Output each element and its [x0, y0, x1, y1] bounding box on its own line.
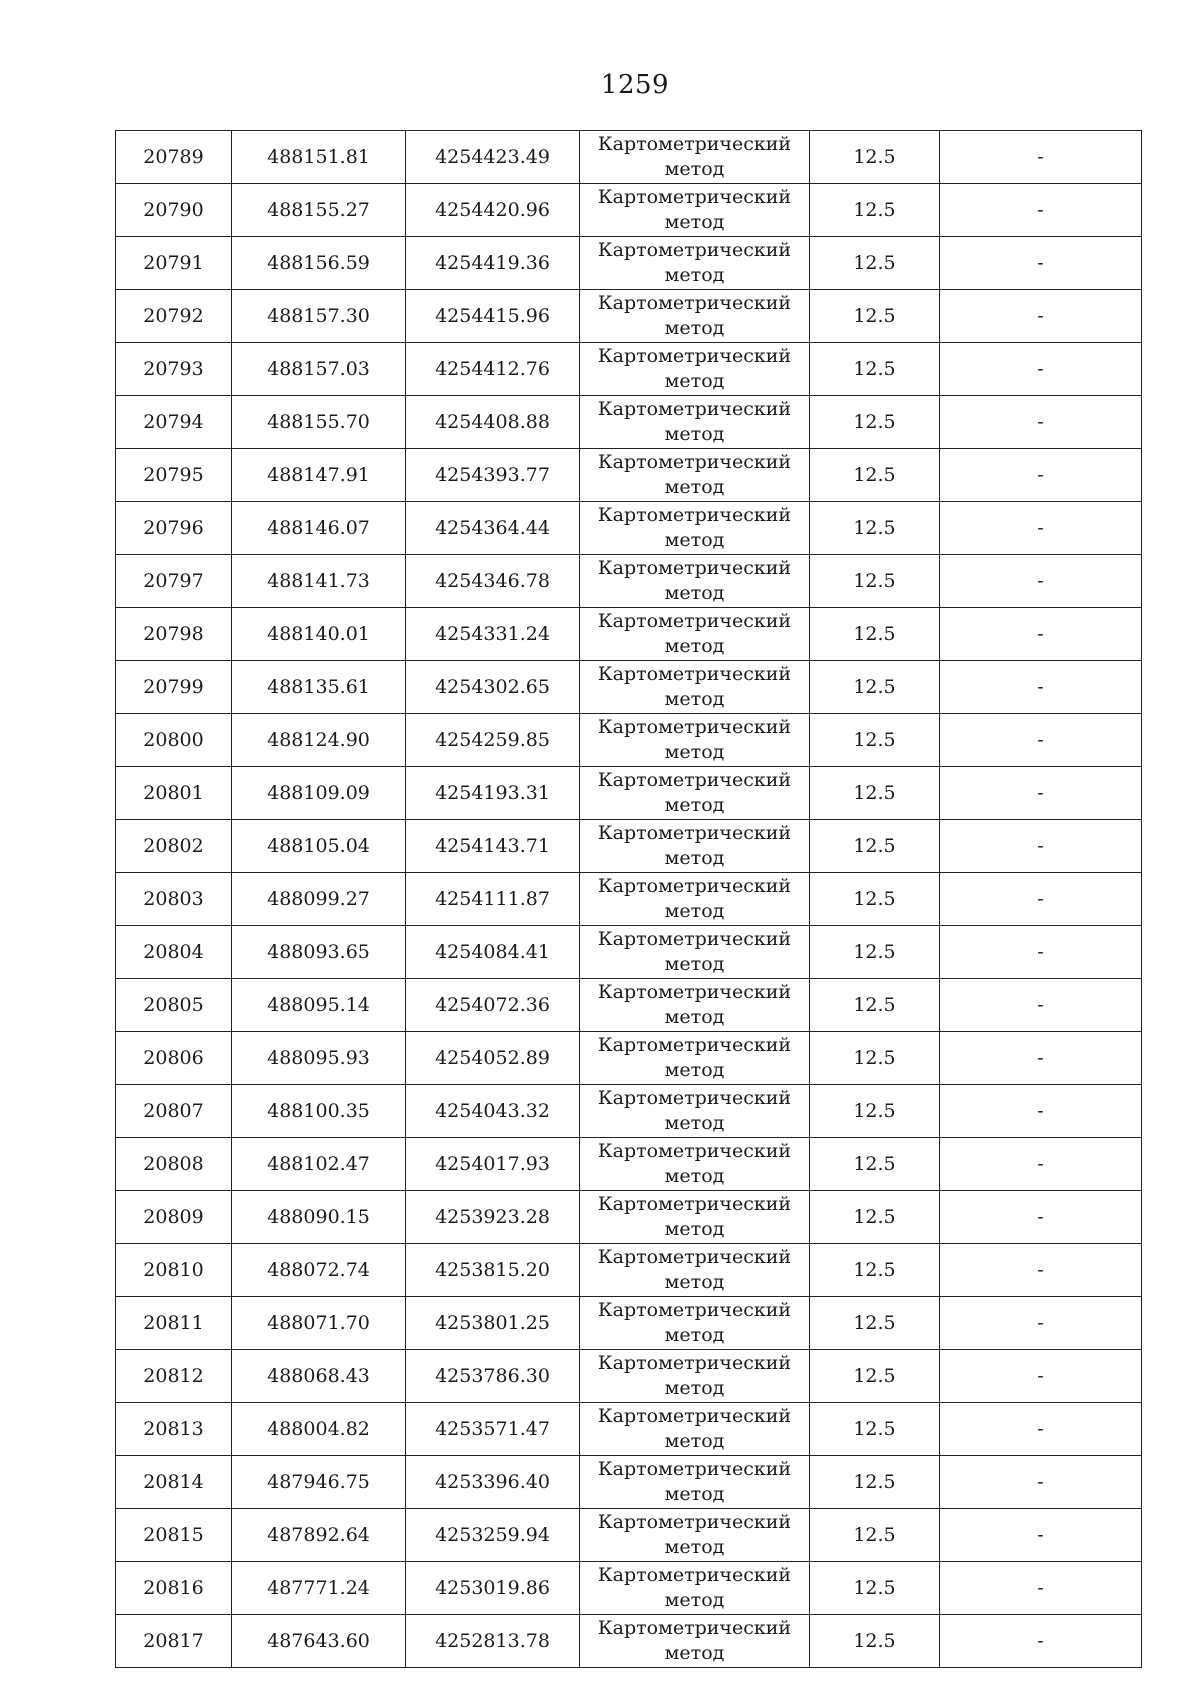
coordinates-table-body — [116, 131, 1142, 1668]
method-cell — [580, 661, 810, 714]
method-line-2: метод — [664, 1483, 725, 1505]
method-line-1: Картометрический — [597, 1458, 792, 1480]
method-line-2: метод — [664, 476, 725, 498]
method-cell — [580, 1297, 810, 1350]
note-cell: - — [940, 1032, 1142, 1085]
point-number-cell: 20807 — [116, 1085, 232, 1138]
note-cell: - — [940, 661, 1142, 714]
x-coordinate-cell: 488147.91 — [232, 449, 406, 502]
coordinates-table — [115, 130, 1142, 1668]
method-line-1: Картометрический — [597, 716, 792, 738]
x-coordinate-cell: 488124.90 — [232, 714, 406, 767]
precision-cell: 12.5 — [810, 1403, 940, 1456]
y-coordinate-cell: 4254423.49 — [406, 131, 580, 184]
x-coordinate-cell: 488102.47 — [232, 1138, 406, 1191]
point-number-cell: 20794 — [116, 396, 232, 449]
point-number-cell: 20798 — [116, 608, 232, 661]
point-number-cell: 20806 — [116, 1032, 232, 1085]
note-cell: - — [940, 237, 1142, 290]
note-cell: - — [940, 1085, 1142, 1138]
method-line-1: Картометрический — [597, 875, 792, 897]
precision-cell: 12.5 — [810, 608, 940, 661]
method-cell — [580, 184, 810, 237]
note-cell: - — [940, 290, 1142, 343]
point-number-cell: 20793 — [116, 343, 232, 396]
precision-cell: 12.5 — [810, 1509, 940, 1562]
method-cell — [580, 926, 810, 979]
method-cell — [580, 1350, 810, 1403]
x-coordinate-cell: 488155.70 — [232, 396, 406, 449]
y-coordinate-cell: 4252813.78 — [406, 1615, 580, 1668]
table-row — [116, 1244, 1142, 1297]
method-cell — [580, 237, 810, 290]
precision-cell: 12.5 — [810, 396, 940, 449]
method-cell — [580, 979, 810, 1032]
point-number-cell: 20812 — [116, 1350, 232, 1403]
precision-cell: 12.5 — [810, 131, 940, 184]
method-line-1: Картометрический — [597, 451, 792, 473]
point-number-cell: 20817 — [116, 1615, 232, 1668]
note-cell: - — [940, 184, 1142, 237]
point-number-cell: 20792 — [116, 290, 232, 343]
method-cell — [580, 1191, 810, 1244]
point-number-cell: 20816 — [116, 1562, 232, 1615]
method-line-2: метод — [664, 635, 725, 657]
note-cell: - — [940, 502, 1142, 555]
y-coordinate-cell: 4254052.89 — [406, 1032, 580, 1085]
x-coordinate-cell: 488135.61 — [232, 661, 406, 714]
table-row — [116, 184, 1142, 237]
method-line-2: метод — [664, 794, 725, 816]
method-line-1: Картометрический — [597, 1405, 792, 1427]
table-row — [116, 1403, 1142, 1456]
method-cell — [580, 396, 810, 449]
precision-cell: 12.5 — [810, 1191, 940, 1244]
method-line-1: Картометрический — [597, 1193, 792, 1215]
method-cell — [580, 1615, 810, 1668]
precision-cell: 12.5 — [810, 1085, 940, 1138]
method-cell — [580, 1509, 810, 1562]
y-coordinate-cell: 4254143.71 — [406, 820, 580, 873]
method-cell — [580, 714, 810, 767]
method-line-1: Картометрический — [597, 186, 792, 208]
x-coordinate-cell: 487946.75 — [232, 1456, 406, 1509]
method-line-2: метод — [664, 582, 725, 604]
method-line-2: метод — [664, 1059, 725, 1081]
method-cell — [580, 449, 810, 502]
precision-cell: 12.5 — [810, 184, 940, 237]
y-coordinate-cell: 4254419.36 — [406, 237, 580, 290]
point-number-cell: 20796 — [116, 502, 232, 555]
note-cell: - — [940, 608, 1142, 661]
y-coordinate-cell: 4254259.85 — [406, 714, 580, 767]
note-cell: - — [940, 1615, 1142, 1668]
method-line-1: Картометрический — [597, 398, 792, 420]
table-row — [116, 343, 1142, 396]
x-coordinate-cell: 488099.27 — [232, 873, 406, 926]
table-row — [116, 608, 1142, 661]
point-number-cell: 20811 — [116, 1297, 232, 1350]
method-line-2: метод — [664, 423, 725, 445]
precision-cell: 12.5 — [810, 449, 940, 502]
x-coordinate-cell: 487771.24 — [232, 1562, 406, 1615]
point-number-cell: 20800 — [116, 714, 232, 767]
precision-cell: 12.5 — [810, 661, 940, 714]
table-row — [116, 1456, 1142, 1509]
y-coordinate-cell: 4254111.87 — [406, 873, 580, 926]
x-coordinate-cell: 488157.30 — [232, 290, 406, 343]
method-cell — [580, 1244, 810, 1297]
method-line-2: метод — [664, 1165, 725, 1187]
table-row — [116, 1562, 1142, 1615]
note-cell: - — [940, 926, 1142, 979]
x-coordinate-cell: 488140.01 — [232, 608, 406, 661]
method-line-2: метод — [664, 1218, 725, 1240]
page-number: 1259 — [600, 70, 670, 100]
y-coordinate-cell: 4253923.28 — [406, 1191, 580, 1244]
x-coordinate-cell: 487643.60 — [232, 1615, 406, 1668]
table-row — [116, 290, 1142, 343]
method-line-2: метод — [664, 847, 725, 869]
point-number-cell: 20789 — [116, 131, 232, 184]
y-coordinate-cell: 4254364.44 — [406, 502, 580, 555]
y-coordinate-cell: 4254017.93 — [406, 1138, 580, 1191]
point-number-cell: 20815 — [116, 1509, 232, 1562]
method-line-1: Картометрический — [597, 1352, 792, 1374]
table-row — [116, 1297, 1142, 1350]
point-number-cell: 20803 — [116, 873, 232, 926]
method-line-1: Картометрический — [597, 133, 792, 155]
method-line-2: метод — [664, 1006, 725, 1028]
precision-cell: 12.5 — [810, 873, 940, 926]
method-line-2: метод — [664, 1271, 725, 1293]
table-row — [116, 714, 1142, 767]
precision-cell: 12.5 — [810, 290, 940, 343]
method-cell — [580, 608, 810, 661]
x-coordinate-cell: 488004.82 — [232, 1403, 406, 1456]
y-coordinate-cell: 4254408.88 — [406, 396, 580, 449]
table-row — [116, 979, 1142, 1032]
precision-cell: 12.5 — [810, 1244, 940, 1297]
precision-cell: 12.5 — [810, 502, 940, 555]
method-cell — [580, 1456, 810, 1509]
note-cell: - — [940, 714, 1142, 767]
method-line-1: Картометрический — [597, 239, 792, 261]
note-cell: - — [940, 131, 1142, 184]
table-row — [116, 1615, 1142, 1668]
x-coordinate-cell: 488100.35 — [232, 1085, 406, 1138]
method-line-2: метод — [664, 1536, 725, 1558]
x-coordinate-cell: 487892.64 — [232, 1509, 406, 1562]
method-line-1: Картометрический — [597, 610, 792, 632]
y-coordinate-cell: 4253396.40 — [406, 1456, 580, 1509]
point-number-cell: 20808 — [116, 1138, 232, 1191]
method-line-1: Картометрический — [597, 1299, 792, 1321]
note-cell: - — [940, 873, 1142, 926]
x-coordinate-cell: 488090.15 — [232, 1191, 406, 1244]
note-cell: - — [940, 1456, 1142, 1509]
x-coordinate-cell: 488146.07 — [232, 502, 406, 555]
method-cell — [580, 820, 810, 873]
method-line-1: Картометрический — [597, 1034, 792, 1056]
note-cell: - — [940, 449, 1142, 502]
method-line-1: Картометрический — [597, 981, 792, 1003]
note-cell: - — [940, 555, 1142, 608]
y-coordinate-cell: 4253571.47 — [406, 1403, 580, 1456]
x-coordinate-cell: 488072.74 — [232, 1244, 406, 1297]
x-coordinate-cell: 488151.81 — [232, 131, 406, 184]
x-coordinate-cell: 488105.04 — [232, 820, 406, 873]
method-line-1: Картометрический — [597, 1564, 792, 1586]
method-line-1: Картометрический — [597, 663, 792, 685]
method-cell — [580, 1403, 810, 1456]
note-cell: - — [940, 1244, 1142, 1297]
method-cell — [580, 767, 810, 820]
table-row — [116, 820, 1142, 873]
precision-cell: 12.5 — [810, 343, 940, 396]
y-coordinate-cell: 4254415.96 — [406, 290, 580, 343]
precision-cell: 12.5 — [810, 979, 940, 1032]
note-cell: - — [940, 979, 1142, 1032]
precision-cell: 12.5 — [810, 926, 940, 979]
table-row — [116, 926, 1142, 979]
precision-cell: 12.5 — [810, 1562, 940, 1615]
table-row — [116, 767, 1142, 820]
note-cell: - — [940, 1562, 1142, 1615]
method-line-1: Картометрический — [597, 1617, 792, 1639]
x-coordinate-cell: 488109.09 — [232, 767, 406, 820]
method-line-1: Картометрический — [597, 1511, 792, 1533]
x-coordinate-cell: 488155.27 — [232, 184, 406, 237]
y-coordinate-cell: 4254302.65 — [406, 661, 580, 714]
precision-cell: 12.5 — [810, 1456, 940, 1509]
precision-cell: 12.5 — [810, 1297, 940, 1350]
method-line-1: Картометрический — [597, 345, 792, 367]
y-coordinate-cell: 4254193.31 — [406, 767, 580, 820]
y-coordinate-cell: 4254072.36 — [406, 979, 580, 1032]
point-number-cell: 20791 — [116, 237, 232, 290]
point-number-cell: 20799 — [116, 661, 232, 714]
note-cell: - — [940, 1350, 1142, 1403]
method-line-2: метод — [664, 1430, 725, 1452]
method-cell — [580, 290, 810, 343]
y-coordinate-cell: 4254084.41 — [406, 926, 580, 979]
method-line-2: метод — [664, 211, 725, 233]
method-line-2: метод — [664, 317, 725, 339]
method-line-2: метод — [664, 900, 725, 922]
table-row — [116, 661, 1142, 714]
note-cell: - — [940, 1191, 1142, 1244]
table-row — [116, 1350, 1142, 1403]
method-line-1: Картометрический — [597, 292, 792, 314]
point-number-cell: 20802 — [116, 820, 232, 873]
method-line-2: метод — [664, 688, 725, 710]
method-line-2: метод — [664, 370, 725, 392]
y-coordinate-cell: 4254043.32 — [406, 1085, 580, 1138]
precision-cell: 12.5 — [810, 555, 940, 608]
point-number-cell: 20813 — [116, 1403, 232, 1456]
x-coordinate-cell: 488156.59 — [232, 237, 406, 290]
table-row — [116, 1509, 1142, 1562]
table-row — [116, 1085, 1142, 1138]
method-line-2: метод — [664, 741, 725, 763]
note-cell: - — [940, 1138, 1142, 1191]
point-number-cell: 20795 — [116, 449, 232, 502]
method-line-1: Картометрический — [597, 1140, 792, 1162]
precision-cell: 12.5 — [810, 767, 940, 820]
table-row — [116, 396, 1142, 449]
y-coordinate-cell: 4254420.96 — [406, 184, 580, 237]
note-cell: - — [940, 820, 1142, 873]
note-cell: - — [940, 1509, 1142, 1562]
note-cell: - — [940, 396, 1142, 449]
y-coordinate-cell: 4253801.25 — [406, 1297, 580, 1350]
method-line-2: метод — [664, 1642, 725, 1664]
note-cell: - — [940, 1403, 1142, 1456]
y-coordinate-cell: 4253815.20 — [406, 1244, 580, 1297]
method-cell — [580, 502, 810, 555]
method-cell — [580, 873, 810, 926]
x-coordinate-cell: 488141.73 — [232, 555, 406, 608]
precision-cell: 12.5 — [810, 714, 940, 767]
x-coordinate-cell: 488095.93 — [232, 1032, 406, 1085]
point-number-cell: 20790 — [116, 184, 232, 237]
point-number-cell: 20804 — [116, 926, 232, 979]
y-coordinate-cell: 4253019.86 — [406, 1562, 580, 1615]
table-row — [116, 131, 1142, 184]
method-cell — [580, 1085, 810, 1138]
table-row — [116, 555, 1142, 608]
y-coordinate-cell: 4253259.94 — [406, 1509, 580, 1562]
method-line-1: Картометрический — [597, 1246, 792, 1268]
note-cell: - — [940, 1297, 1142, 1350]
x-coordinate-cell: 488068.43 — [232, 1350, 406, 1403]
point-number-cell: 20797 — [116, 555, 232, 608]
y-coordinate-cell: 4254331.24 — [406, 608, 580, 661]
table-row — [116, 502, 1142, 555]
point-number-cell: 20805 — [116, 979, 232, 1032]
method-line-1: Картометрический — [597, 557, 792, 579]
table-row — [116, 1191, 1142, 1244]
point-number-cell: 20809 — [116, 1191, 232, 1244]
method-line-2: метод — [664, 1377, 725, 1399]
note-cell: - — [940, 767, 1142, 820]
method-cell — [580, 1562, 810, 1615]
y-coordinate-cell: 4253786.30 — [406, 1350, 580, 1403]
x-coordinate-cell: 488071.70 — [232, 1297, 406, 1350]
method-line-1: Картометрический — [597, 504, 792, 526]
table-row — [116, 873, 1142, 926]
note-cell: - — [940, 343, 1142, 396]
table-row — [116, 237, 1142, 290]
point-number-cell: 20801 — [116, 767, 232, 820]
method-cell — [580, 555, 810, 608]
precision-cell: 12.5 — [810, 1138, 940, 1191]
method-line-2: метод — [664, 264, 725, 286]
x-coordinate-cell: 488095.14 — [232, 979, 406, 1032]
method-line-2: метод — [664, 1112, 725, 1134]
x-coordinate-cell: 488093.65 — [232, 926, 406, 979]
x-coordinate-cell: 488157.03 — [232, 343, 406, 396]
table-row — [116, 1032, 1142, 1085]
precision-cell: 12.5 — [810, 820, 940, 873]
method-cell — [580, 131, 810, 184]
y-coordinate-cell: 4254346.78 — [406, 555, 580, 608]
y-coordinate-cell: 4254412.76 — [406, 343, 580, 396]
precision-cell: 12.5 — [810, 237, 940, 290]
point-number-cell: 20814 — [116, 1456, 232, 1509]
table-row — [116, 1138, 1142, 1191]
method-cell — [580, 1032, 810, 1085]
precision-cell: 12.5 — [810, 1615, 940, 1668]
method-line-1: Картометрический — [597, 928, 792, 950]
precision-cell: 12.5 — [810, 1032, 940, 1085]
table-row — [116, 449, 1142, 502]
method-cell — [580, 343, 810, 396]
method-line-1: Картометрический — [597, 822, 792, 844]
method-line-2: метод — [664, 1324, 725, 1346]
y-coordinate-cell: 4254393.77 — [406, 449, 580, 502]
method-line-2: метод — [664, 529, 725, 551]
precision-cell: 12.5 — [810, 1350, 940, 1403]
method-line-1: Картометрический — [597, 769, 792, 791]
method-line-2: метод — [664, 953, 725, 975]
method-cell — [580, 1138, 810, 1191]
point-number-cell: 20810 — [116, 1244, 232, 1297]
method-line-1: Картометрический — [597, 1087, 792, 1109]
method-line-2: метод — [664, 158, 725, 180]
method-line-2: метод — [664, 1589, 725, 1611]
